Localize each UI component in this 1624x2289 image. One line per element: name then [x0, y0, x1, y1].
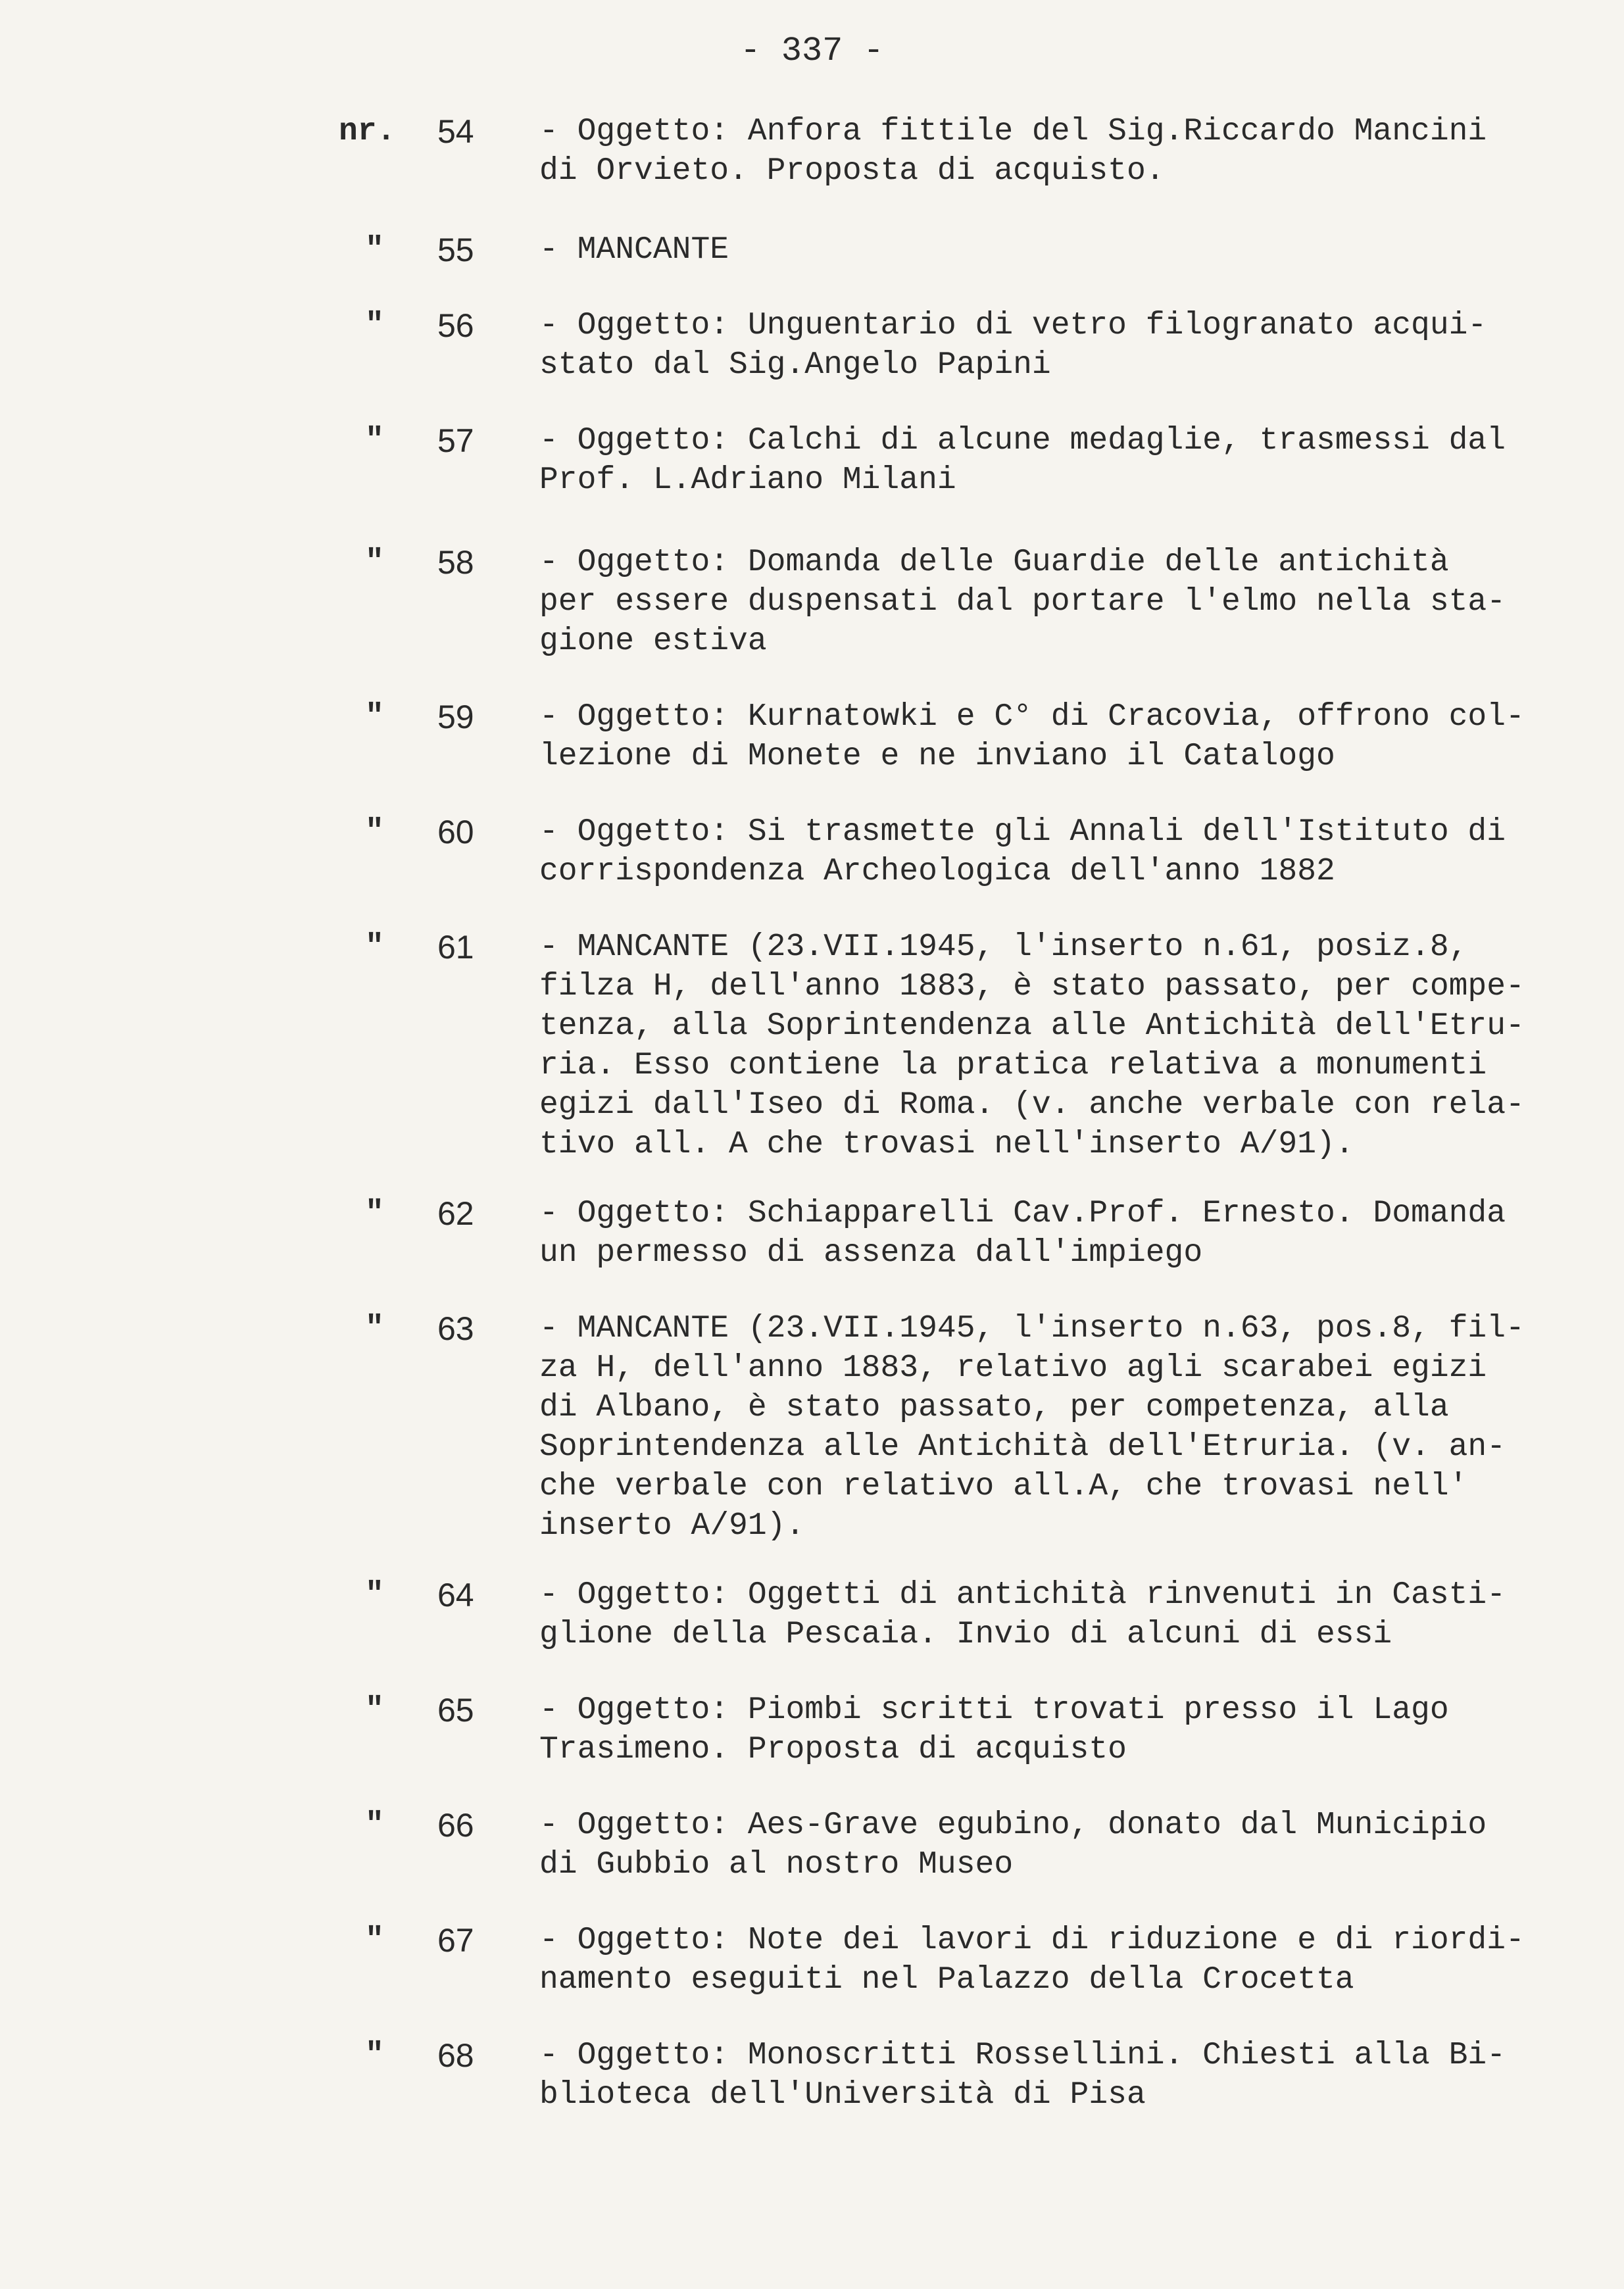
entry-prefix: "	[365, 232, 384, 268]
entry-prefix: "	[365, 1923, 384, 1958]
entry-text-line: - Oggetto: Domanda delle Guardie delle antichità	[539, 545, 1449, 580]
entry-number: 56	[437, 307, 474, 344]
entry-text-line: tivo all. A che trovasi nell'inserto A/91).	[539, 1127, 1354, 1162]
entry-prefix: nr.	[339, 114, 396, 149]
entry-text	[539, 697, 1565, 776]
entry-number: 67	[437, 1922, 474, 1959]
entry-text	[539, 812, 1565, 891]
entry-text-line: Soprintendenza alle Antichità dell'Etruria. (v. an-	[539, 1429, 1506, 1465]
entry-text-line: - Oggetto: Oggetti di antichità rinvenuti in Casti-	[539, 1577, 1506, 1613]
entry-text-line: - Oggetto: Schiapparelli Cav.Prof. Ernesto. Domanda	[539, 1196, 1506, 1231]
entry-text-line: blioteca dell'Università di Pisa	[539, 2077, 1146, 2113]
entry-text-line: di Orvieto. Proposta di acquisto.	[539, 153, 1165, 189]
entry-prefix: "	[365, 1692, 384, 1728]
entry-text-line: di Gubbio al nostro Museo	[539, 1847, 1014, 1883]
entry-number: 61	[437, 929, 474, 966]
entry-prefix: "	[365, 545, 384, 580]
entry-text-line: stato dal Sig.Angelo Papini	[539, 347, 1051, 383]
entry-text-line: - MANCANTE (23.VII.1945, l'inserto n.63, pos.8, fil-	[539, 1311, 1525, 1346]
entry-number: 60	[437, 814, 474, 850]
entry-text	[539, 2036, 1565, 2115]
entry-text-line: corrispondenza Archeologica dell'anno 1882	[539, 854, 1335, 889]
entry-number: 64	[437, 1577, 474, 1613]
entry-text-line: glione della Pescaia. Invio di alcuni di essi	[539, 1617, 1392, 1652]
entry-text	[539, 1921, 1565, 2000]
entry-text-line: namento eseguiti nel Palazzo della Crocetta	[539, 1962, 1354, 1998]
entry-number: 62	[437, 1195, 474, 1232]
entry-text-line: Trasimeno. Proposta di acquisto	[539, 1732, 1127, 1767]
entry-text	[539, 1806, 1565, 1884]
entry-text	[539, 1575, 1565, 1654]
entry-text-line: - Oggetto: Note dei lavori di riduzione e di riordi-	[539, 1923, 1525, 1958]
entry-text-line: un permesso di assenza dall'impiego	[539, 1235, 1203, 1271]
entry-text	[539, 112, 1565, 191]
entry-prefix: "	[365, 699, 384, 735]
entry-text-line: lezione di Monete e ne inviano il Catalogo	[539, 739, 1335, 774]
entry-text-line: - Oggetto: Si trasmette gli Annali dell'Istituto di	[539, 814, 1506, 850]
entry-prefix: "	[365, 929, 384, 965]
entry-text-line: - Oggetto: Piombi scritti trovati presso il Lago	[539, 1692, 1449, 1728]
entry-prefix: "	[365, 423, 384, 458]
entry-text	[539, 927, 1565, 1164]
entry-text-line: gione estiva	[539, 624, 767, 659]
page-number: - 337 -	[740, 32, 884, 70]
entry-prefix: "	[365, 1808, 384, 1843]
entry-text	[539, 1194, 1565, 1273]
entry-text-line: - Oggetto: Anfora fittile del Sig.Riccardo Mancini	[539, 114, 1487, 149]
entry-text-line: - MANCANTE	[539, 232, 729, 268]
entry-prefix: "	[365, 2038, 384, 2073]
entry-prefix: "	[365, 308, 384, 343]
entry-text-line: filza H, dell'anno 1883, è stato passato, per compe-	[539, 969, 1525, 1004]
entry-prefix: "	[365, 1577, 384, 1613]
entry-text-line: inserto A/91).	[539, 1508, 805, 1544]
entry-text-line: - Oggetto: Monoscritti Rossellini. Chiesti alla Bi-	[539, 2038, 1506, 2073]
entry-text-line: - Oggetto: Unguentario di vetro filogranato acqui-	[539, 308, 1487, 343]
entry-text	[539, 230, 1565, 270]
entry-number: 63	[437, 1310, 474, 1347]
entry-text-line: di Albano, è stato passato, per competenza, alla	[539, 1390, 1449, 1425]
entry-text-line: che verbale con relativo all.A, che trovasi nell'	[539, 1469, 1468, 1504]
entry-text-line: tenza, alla Soprintendenza alle Antichità dell'Etru-	[539, 1008, 1525, 1044]
entry-text-line: Prof. L.Adriano Milani	[539, 462, 956, 498]
entry-text-line: - Oggetto: Aes-Grave egubino, donato dal Municipio	[539, 1808, 1487, 1843]
entry-text	[539, 543, 1565, 661]
entry-text-line: egizi dall'Iseo di Roma. (v. anche verbale con rela-	[539, 1087, 1525, 1123]
entry-prefix: "	[365, 1311, 384, 1346]
entry-number: 68	[437, 2037, 474, 2074]
entry-number: 66	[437, 1807, 474, 1844]
entry-number: 55	[437, 232, 474, 268]
entry-number: 54	[437, 113, 474, 150]
entry-number: 65	[437, 1692, 474, 1729]
entry-number: 58	[437, 544, 474, 581]
entry-text-line: - MANCANTE (23.VII.1945, l'inserto n.61, posiz.8,	[539, 929, 1468, 965]
entry-text-line: - Oggetto: Calchi di alcune medaglie, trasmessi dal	[539, 423, 1506, 458]
entry-prefix: "	[365, 1196, 384, 1231]
entry-text	[539, 1690, 1565, 1769]
entry-text-line: - Oggetto: Kurnatowki e C° di Cracovia, offrono col-	[539, 699, 1525, 735]
entry-text	[539, 306, 1565, 385]
entry-prefix: "	[365, 814, 384, 850]
entry-text-line: per essere duspensati dal portare l'elmo nella sta-	[539, 584, 1506, 620]
entry-text-line: za H, dell'anno 1883, relativo agli scarabei egizi	[539, 1350, 1487, 1386]
entry-number: 57	[437, 422, 474, 459]
entry-text-line: ria. Esso contiene la pratica relativa a monumenti	[539, 1048, 1487, 1083]
entry-text	[539, 421, 1565, 500]
entry-text	[539, 1309, 1565, 1546]
entry-number: 59	[437, 699, 474, 735]
